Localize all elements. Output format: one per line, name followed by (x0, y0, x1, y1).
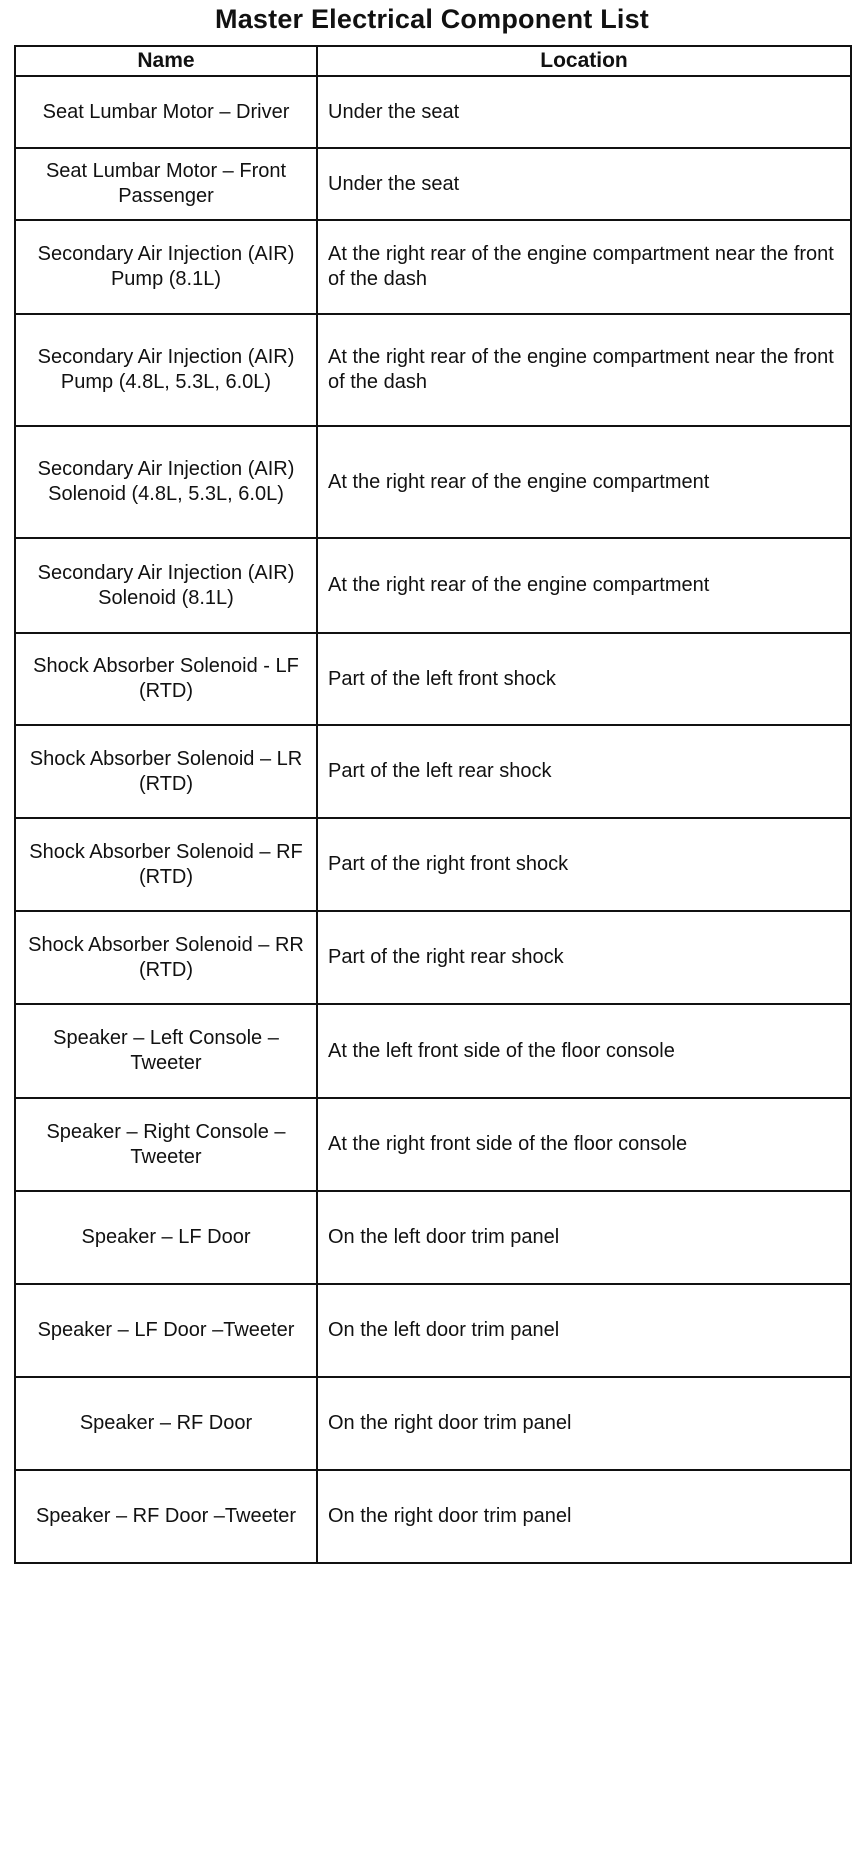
table-row (15, 1377, 851, 1470)
component-name: Secondary Air Injection (AIR) Solenoid (8.1L) (15, 538, 317, 633)
component-name: Shock Absorber Solenoid - LF (RTD) (15, 633, 317, 725)
table-row (15, 1470, 851, 1563)
component-location: At the left front side of the floor console (317, 1004, 851, 1098)
component-location: Part of the left rear shock (317, 725, 851, 818)
table-row (15, 426, 851, 538)
component-name: Seat Lumbar Motor – Driver (15, 76, 317, 148)
table-row (15, 220, 851, 314)
component-name: Speaker – LF Door –Tweeter (15, 1284, 317, 1377)
component-name: Speaker – Left Console –Tweeter (15, 1004, 317, 1098)
component-location: Part of the right front shock (317, 818, 851, 911)
table-row (15, 1098, 851, 1191)
component-name: Secondary Air Injection (AIR) Pump (4.8L, 5.3L, 6.0L) (15, 314, 317, 426)
component-location: On the right door trim panel (317, 1377, 851, 1470)
component-location: Under the seat (317, 148, 851, 220)
component-location: Under the seat (317, 76, 851, 148)
component-location: At the right rear of the engine compartment near the front of the dash (317, 220, 851, 314)
page-title: Master Electrical Component List (215, 4, 649, 34)
component-location: Part of the right rear shock (317, 911, 851, 1004)
table-row (15, 725, 851, 818)
column-header-name: Name (15, 46, 317, 76)
component-name: Shock Absorber Solenoid – RF (RTD) (15, 818, 317, 911)
component-location: Part of the left front shock (317, 633, 851, 725)
table-row (15, 1284, 851, 1377)
component-location: At the right rear of the engine compartment near the front of the dash (317, 314, 851, 426)
component-location: At the right rear of the engine compartment (317, 426, 851, 538)
component-name: Shock Absorber Solenoid – LR (RTD) (15, 725, 317, 818)
component-name: Speaker – RF Door –Tweeter (15, 1470, 317, 1563)
component-name: Shock Absorber Solenoid – RR (RTD) (15, 911, 317, 1004)
column-header-location: Location (317, 46, 851, 76)
table-row (15, 314, 851, 426)
component-name: Speaker – Right Console –Tweeter (15, 1098, 317, 1191)
component-name: Secondary Air Injection (AIR) Pump (8.1L) (15, 220, 317, 314)
component-name: Secondary Air Injection (AIR) Solenoid (4.8L, 5.3L, 6.0L) (15, 426, 317, 538)
table-row (15, 1191, 851, 1284)
component-location: On the right door trim panel (317, 1470, 851, 1563)
table-row (15, 76, 851, 148)
component-location: On the left door trim panel (317, 1284, 851, 1377)
component-name: Seat Lumbar Motor – Front Passenger (15, 148, 317, 220)
component-location: At the right rear of the engine compartment (317, 538, 851, 633)
component-name: Speaker – RF Door (15, 1377, 317, 1470)
component-location: At the right front side of the floor console (317, 1098, 851, 1191)
table-header-row (15, 46, 851, 76)
component-location: On the left door trim panel (317, 1191, 851, 1284)
table-row (15, 538, 851, 633)
component-table (14, 45, 852, 1564)
table-row (15, 911, 851, 1004)
table-row (15, 1004, 851, 1098)
table-row (15, 148, 851, 220)
table-row (15, 633, 851, 725)
component-name: Speaker – LF Door (15, 1191, 317, 1284)
table-row (15, 818, 851, 911)
